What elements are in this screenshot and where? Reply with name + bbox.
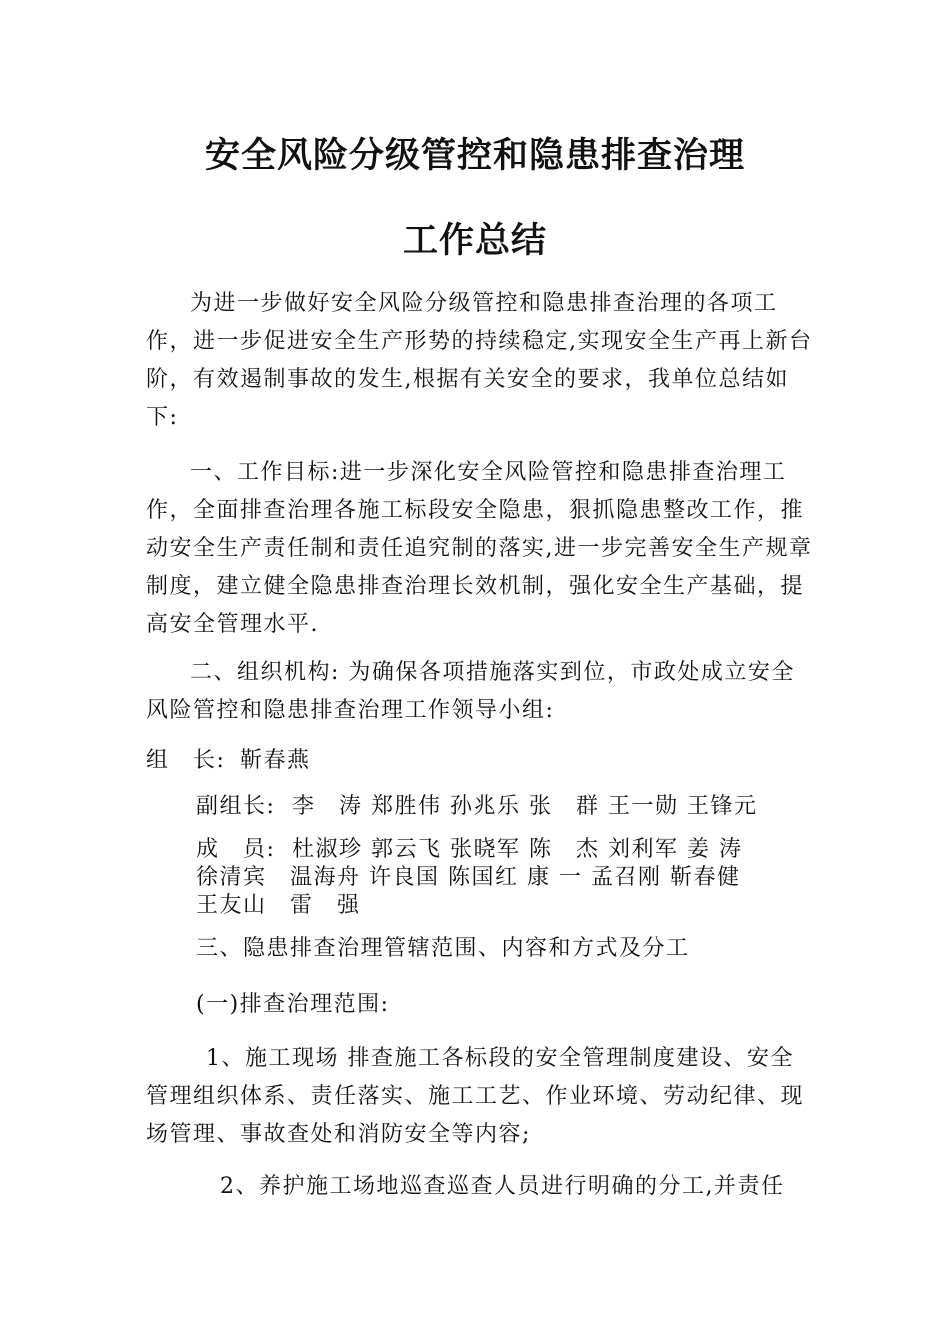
group-leader-label: 组 长: <box>146 748 226 773</box>
section-3-heading: 三、隐患排查治理管辖范围、内容和方式及分工 <box>196 936 690 961</box>
deputy-leaders-row <box>196 792 816 822</box>
deputy-leaders-names: 李 涛 郑胜伟 孙兆乐 张 群 王一勋 王锋元 <box>292 794 758 819</box>
section-2-organization: 二、组织机构: 为确保各项措施落实到位，市政处成立安全风险管控和隐患排查治理工作领导小组: <box>146 660 795 723</box>
members-block <box>196 836 816 920</box>
members-names-1: 杜淑珍 郭云飞 张晓军 陈 杰 刘利军 姜 涛 <box>292 837 743 862</box>
document-title-line1: 安全风险分级管控和隐患排查治理 <box>204 136 745 176</box>
section-1-work-goals: 一、工作目标:进一步深化安全风险管控和隐患排查治理工作，全面排查治理各施工标段安全隐患，狠抓隐患整改工作，推动安全生产责任制和责任追究制的落实,进一步完善安全生产规章制度，建立健全隐患排查治理长效机制，强化安全生产基础，提高安全管理水平. <box>146 460 813 637</box>
members-names-2: 徐清宾 温海舟 许良国 陈国红 康 一 孟召刚 靳春健 <box>196 865 741 890</box>
group-leader-name: 靳春燕 <box>240 748 311 773</box>
intro-paragraph: 为进一步做好安全风险分级管控和隐患排查治理的各项工作，进一步促进安全生产形势的持续稳定,实现安全生产再上新台阶，有效遏制事故的发生,根据有关安全的要求，我单位总结如下: <box>146 291 813 430</box>
members-line-1 <box>196 836 816 864</box>
members-names-3: 王友山 雷 强 <box>196 893 361 918</box>
group-leader-row <box>146 746 311 776</box>
document-title-line2: 工作总结 <box>402 221 547 261</box>
deputy-leaders-label: 副组长: <box>196 794 276 819</box>
section-3-subheading-scope: (一)排查治理范围: <box>196 992 390 1017</box>
scope-item-1: 1、施工现场 排查施工各标段的安全管理制度建设、安全管理组织体系、责任落实、施工工艺、作业环境、劳动纪律、现场管理、事故查处和消防安全等内容; <box>146 1046 805 1147</box>
members-label: 成 员: <box>196 837 276 862</box>
scope-item-2: 2、养护施工场地巡查巡查人员进行明确的分工,并责任 <box>220 1174 785 1199</box>
